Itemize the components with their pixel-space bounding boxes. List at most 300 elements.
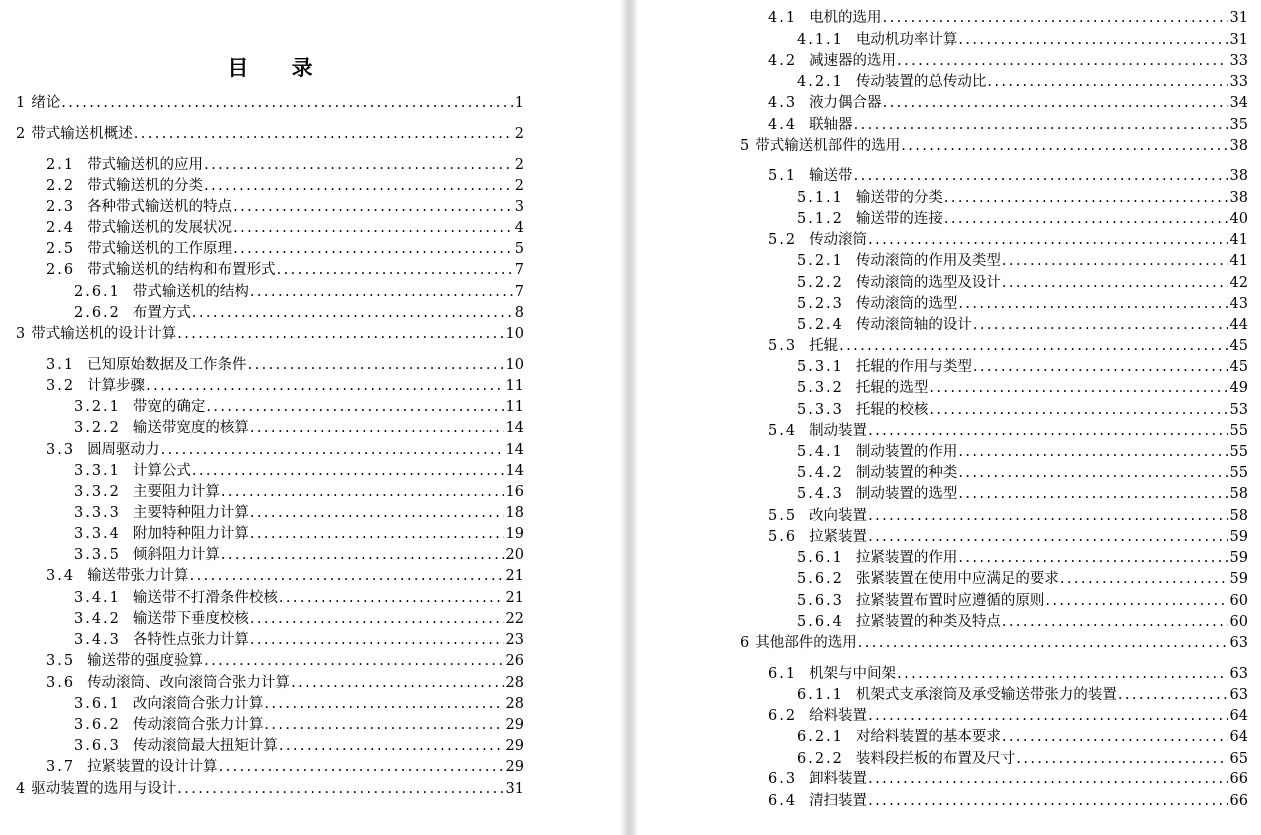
toc-entry[interactable] [797,727,1248,747]
toc-entry[interactable] [46,355,524,375]
dot-leader [1002,612,1228,632]
toc-page-number: 26 [505,653,524,669]
toc-page-number: 21 [505,568,524,584]
dot-leader [901,136,1227,156]
toc-page-number: 29 [505,759,524,775]
dot-leader [958,294,1227,314]
toc-number: 5.1.1 [797,190,844,206]
toc-page-number: 59 [1229,529,1248,545]
dot-leader [987,72,1227,92]
toc-entry[interactable] [46,376,524,396]
toc-label: 制动装置的选型 [855,486,958,502]
toc-number: 5.4.3 [797,486,844,502]
toc-entry[interactable] [768,230,1248,250]
toc-number: 4 [16,781,26,797]
toc-entry[interactable] [768,506,1248,526]
toc-entry[interactable] [74,736,524,756]
toc-label: 改向装置 [809,508,868,524]
dot-leader [868,769,1227,789]
toc-entry[interactable] [46,440,524,460]
toc-page-number: 33 [1229,74,1248,90]
toc-number: 4.3 [768,95,798,111]
toc-label: 各特性点张力计算 [132,632,249,648]
toc-page-number: 64 [1229,708,1248,724]
toc-entry[interactable] [46,239,524,259]
dot-leader [134,124,513,144]
toc-page-number: 33 [1229,53,1248,69]
toc-number: 3.3.2 [74,484,121,500]
toc-number: 2.2 [46,178,76,194]
toc-page-number: 19 [505,526,524,542]
toc-label: 带式输送机的应用 [87,157,204,173]
toc-number: 2 [16,126,26,142]
toc-number: 6.2 [768,708,798,724]
toc-entry[interactable] [74,715,524,735]
toc-label: 电动机功率计算 [855,32,958,48]
toc-page-number: 63 [1229,635,1248,651]
toc-label: 带式输送机的设计计算 [31,326,177,342]
toc-page-number: 11 [505,378,524,394]
dot-leader [264,715,503,735]
toc-label: 清扫装置 [809,793,868,809]
dot-leader [204,155,513,175]
dot-leader [221,545,504,565]
toc-number: 5.2.3 [797,296,844,312]
toc-entry[interactable] [768,8,1248,28]
toc-title: 目 录 [227,55,331,80]
toc-entry[interactable] [797,188,1248,208]
toc-label: 装料段拦板的布置及尺寸 [855,751,1016,767]
toc-label: 输送带的连接 [855,211,943,227]
toc-entry[interactable] [797,294,1248,314]
dot-leader [839,336,1227,356]
toc-label: 带式输送机概述 [31,126,133,142]
toc-page-number: 11 [505,399,524,415]
toc-page-number: 7 [514,284,524,300]
dot-leader [250,418,504,438]
toc-label: 机架与中间架 [809,666,897,682]
toc-label: 托辊的作用与类型 [855,359,972,375]
dot-leader [204,176,513,196]
toc-number: 3.3 [46,442,76,458]
toc-number: 5.2.4 [797,317,844,333]
toc-number: 4.4 [768,117,798,133]
toc-number: 2.6.2 [74,305,121,321]
dot-leader [146,376,503,396]
toc-label: 传动滚筒 [809,232,868,248]
dot-leader [868,706,1227,726]
toc-page-number: 2 [514,178,524,194]
toc-label: 各种带式输送机的特点 [87,199,233,215]
dot-leader [250,524,504,544]
toc-entry[interactable] [797,463,1248,483]
toc-label: 布置方式 [132,305,191,321]
toc-page-number: 2 [514,157,524,173]
toc-number: 6.1.1 [797,687,844,703]
toc-label: 拉紧装置 [809,529,868,545]
dot-leader [929,400,1227,420]
toc-entry[interactable] [16,324,524,344]
toc-number: 3.3.3 [74,505,121,521]
dot-leader [858,633,1228,653]
toc-page-number: 29 [505,738,524,754]
toc-number: 1 [16,95,26,111]
toc-label: 减速器的选用 [809,53,897,69]
dot-leader [929,378,1227,398]
toc-label: 传动滚筒、改向滚筒合张力计算 [87,675,291,691]
toc-entry[interactable] [74,282,524,302]
dot-leader [958,548,1227,568]
right-page [638,0,1261,835]
toc-page-number: 1 [514,95,524,111]
toc-entry[interactable] [74,303,524,323]
dot-leader [61,93,513,113]
toc-page-number: 18 [505,505,524,521]
dot-leader [1002,273,1228,293]
toc-entry[interactable] [46,218,524,238]
dot-leader [233,197,513,217]
toc-label: 对给料装置的基本要求 [855,729,1001,745]
toc-number: 5.1 [768,168,798,184]
dot-leader [233,218,513,238]
dot-leader [1002,727,1228,747]
dot-leader [958,463,1227,483]
toc-entry[interactable] [74,397,524,417]
toc-entry[interactable] [46,651,524,671]
toc-entry[interactable] [797,400,1248,420]
toc-page-number: 21 [505,590,524,606]
toc-page-number: 14 [505,442,524,458]
dot-leader [192,461,504,481]
toc-label: 传动装置的总传动比 [855,74,987,90]
toc-label: 输送带下垂度校核 [132,611,249,627]
toc-page-number: 31 [1229,32,1248,48]
toc-entry[interactable] [46,260,524,280]
toc-label: 传动滚筒的作用及类型 [855,253,1001,269]
toc-label: 拉紧装置的设计计算 [87,759,218,775]
toc-label: 带式输送机的结构 [132,284,249,300]
toc-label: 给料装置 [809,708,868,724]
left-page [0,0,620,835]
toc-label: 拉紧装置的种类及特点 [855,614,1001,630]
toc-page-number: 64 [1229,729,1248,745]
toc-entry[interactable] [797,209,1248,229]
toc-entry[interactable] [768,527,1248,547]
toc-entry[interactable] [768,93,1248,113]
toc-entry[interactable] [740,633,1248,653]
toc-page-number: 45 [1229,338,1248,354]
toc-page-number: 10 [505,357,524,373]
toc-page-number: 38 [1229,190,1248,206]
toc-page-number: 63 [1229,666,1248,682]
toc-entry[interactable] [74,503,524,523]
dot-leader [944,188,1228,208]
toc-entry[interactable] [74,588,524,608]
toc-number: 3.6.3 [74,738,121,754]
toc-number: 2.1 [46,157,76,173]
toc-number: 5.3 [768,338,798,354]
toc-entry[interactable] [797,72,1248,92]
dot-leader [177,324,503,344]
toc-entry[interactable] [768,769,1248,789]
toc-label: 绪论 [31,95,61,111]
toc-page-number: 4 [514,220,524,236]
dot-leader [973,357,1228,377]
toc-entry[interactable] [768,664,1248,684]
toc-entry[interactable] [46,176,524,196]
dot-leader [1045,591,1227,611]
toc-label: 已知原始数据及工作条件 [87,357,247,373]
dot-leader [192,303,513,323]
toc-page-number: 16 [505,484,524,500]
toc-number: 5.4 [768,423,798,439]
toc-number: 5.1.2 [797,211,844,227]
toc-number: 5.2 [768,232,798,248]
toc-page-number: 31 [1229,10,1248,26]
toc-page-number: 38 [1229,168,1248,184]
toc-label: 输送带的分类 [855,190,943,206]
toc-entry[interactable] [74,609,524,629]
toc-number: 3 [16,326,26,342]
toc-entry[interactable] [74,630,524,650]
toc-page-number: 66 [1229,771,1248,787]
toc-entry[interactable] [768,115,1248,135]
toc-entry[interactable] [74,482,524,502]
toc-entry[interactable] [768,166,1248,186]
toc-page-number: 55 [1229,444,1248,460]
toc-number: 5.6.3 [797,593,844,609]
toc-entry[interactable] [768,706,1248,726]
toc-entry[interactable] [797,612,1248,632]
toc-number: 3.7 [46,759,76,775]
toc-label: 圆周驱动力 [87,442,160,458]
toc-entry[interactable] [797,548,1248,568]
dot-leader [868,421,1227,441]
toc-page-number: 59 [1229,550,1248,566]
toc-number: 6 [740,635,750,651]
toc-entry[interactable] [768,336,1248,356]
toc-number: 2.6 [46,262,76,278]
dot-leader [883,93,1228,113]
toc-entry[interactable] [797,30,1248,50]
dot-leader [264,694,503,714]
dot-leader [1060,569,1228,589]
toc-entry[interactable] [74,694,524,714]
toc-entry[interactable] [768,791,1248,811]
toc-page-number: 45 [1229,359,1248,375]
dot-leader [1016,749,1227,769]
toc-number: 3.1 [46,357,76,373]
dot-leader [177,779,503,799]
toc-label: 传动滚筒最大扭矩计算 [132,738,278,754]
toc-entry[interactable] [74,461,524,481]
toc-entry[interactable] [16,124,524,144]
toc-number: 5.6.2 [797,571,844,587]
toc-entry[interactable] [797,273,1248,293]
toc-page-number: 41 [1229,253,1248,269]
toc-page-number: 49 [1229,380,1248,396]
toc-label: 张紧装置在使用中应满足的要求 [855,571,1059,587]
toc-entry[interactable] [797,749,1248,769]
toc-label: 制动装置的作用 [855,444,958,460]
toc-number: 3.4.2 [74,611,121,627]
toc-entry[interactable] [74,545,524,565]
toc-entry[interactable] [16,93,524,113]
toc-number: 3.6.2 [74,717,121,733]
toc-label: 电机的选用 [809,10,882,26]
dot-leader [277,260,513,280]
toc-page-number: 7 [514,262,524,278]
toc-label: 卸料装置 [809,771,868,787]
toc-label: 传动滚筒合张力计算 [132,717,264,733]
page-gutter [620,0,638,835]
toc-entry[interactable] [46,197,524,217]
toc-page-number: 28 [505,675,524,691]
toc-page-number: 58 [1229,508,1248,524]
toc-number: 5.3.2 [797,380,844,396]
toc-entry[interactable] [74,418,524,438]
dot-leader [897,51,1227,71]
toc-label: 制动装置的种类 [855,465,958,481]
toc-page-number: 38 [1229,138,1248,154]
toc-page-number: 40 [1229,211,1248,227]
toc-page-number: 14 [505,420,524,436]
toc-entry[interactable] [768,51,1248,71]
toc-label: 传动滚筒轴的设计 [855,317,972,333]
toc-page-number: 44 [1229,317,1248,333]
toc-number: 3.4 [46,568,76,584]
dot-leader [250,503,504,523]
toc-page-number: 20 [505,547,524,563]
toc-entry[interactable] [797,591,1248,611]
toc-entry[interactable] [740,136,1248,156]
dot-leader [868,527,1227,547]
toc-label: 带式输送机的发展状况 [87,220,233,236]
dot-leader [221,482,504,502]
toc-number: 3.5 [46,653,76,669]
toc-page-number: 8 [514,305,524,321]
toc-entry[interactable] [797,484,1248,504]
dot-leader [161,440,504,460]
toc-page-number: 58 [1229,486,1248,502]
dot-leader [958,30,1227,50]
dot-leader [1118,685,1228,705]
dot-leader [958,484,1227,504]
toc-label: 计算公式 [132,463,191,479]
dot-leader [868,230,1227,250]
toc-number: 5.6.1 [797,550,844,566]
toc-entry[interactable] [46,566,524,586]
toc-label: 其他部件的选用 [755,635,857,651]
dot-leader [190,566,504,586]
dot-leader [973,315,1228,335]
toc-entry[interactable] [46,673,524,693]
toc-number: 3.2.2 [74,420,121,436]
dot-leader [958,442,1227,462]
toc-number: 3.4.3 [74,632,121,648]
toc-entry[interactable] [768,421,1248,441]
toc-number: 2.4 [46,220,76,236]
dot-leader [250,609,504,629]
dot-leader [868,506,1227,526]
toc-number: 5.2.1 [797,253,844,269]
dot-leader [854,166,1228,186]
toc-entry[interactable] [797,569,1248,589]
toc-number: 3.2.1 [74,399,121,415]
dot-leader [233,239,513,259]
toc-number: 5.2.2 [797,275,844,291]
toc-page-number: 14 [505,463,524,479]
toc-label: 主要阻力计算 [132,484,220,500]
toc-entry[interactable] [16,779,524,799]
toc-label: 输送带张力计算 [87,568,189,584]
toc-label: 托辊 [809,338,839,354]
dot-leader [248,355,504,375]
toc-entry[interactable] [797,378,1248,398]
toc-page-number: 55 [1229,423,1248,439]
toc-page-number: 28 [505,696,524,712]
toc-entry[interactable] [797,442,1248,462]
toc-entry[interactable] [797,315,1248,335]
dot-leader [219,757,504,777]
toc-label: 托辊的校核 [855,402,929,418]
toc-label: 制动装置 [809,423,868,439]
toc-number: 5.4.2 [797,465,844,481]
toc-page-number: 10 [505,326,524,342]
toc-number: 5.6.4 [797,614,844,630]
toc-number: 4.1.1 [797,32,844,48]
toc-entry[interactable] [74,524,524,544]
toc-number: 3.4.1 [74,590,121,606]
toc-label: 输送带宽度的核算 [132,420,249,436]
toc-number: 3.3.1 [74,463,121,479]
toc-number: 6.1 [768,666,798,682]
toc-label: 带宽的确定 [132,399,206,415]
dot-leader [944,209,1228,229]
dot-leader [883,8,1228,28]
toc-number: 5 [740,138,750,154]
toc-page-number: 60 [1229,593,1248,609]
toc-page-number: 23 [505,632,524,648]
dot-leader [854,115,1228,135]
toc-entry[interactable] [46,757,524,777]
toc-page-number: 3 [514,199,524,215]
toc-page-number: 34 [1229,95,1248,111]
dot-leader [897,664,1227,684]
toc-number: 3.2 [46,378,76,394]
toc-entry[interactable] [797,357,1248,377]
toc-label: 改向滚筒合张力计算 [132,696,264,712]
dot-leader [291,673,503,693]
toc-entry[interactable] [46,155,524,175]
toc-number: 3.6.1 [74,696,121,712]
toc-label: 机架式支承滚筒及承受输送带张力的装置 [855,687,1117,703]
toc-page-number: 22 [505,611,524,627]
toc-label: 附加特种阻力计算 [132,526,249,542]
dot-leader [250,630,504,650]
dot-leader [206,397,503,417]
toc-label: 带式输送机的工作原理 [87,241,233,257]
toc-number: 2.5 [46,241,76,257]
toc-number: 5.3.3 [797,402,844,418]
toc-page-number: 41 [1229,232,1248,248]
toc-entry[interactable] [797,251,1248,271]
toc-label: 驱动装置的选用与设计 [31,781,177,797]
dot-leader [1002,251,1228,271]
toc-number: 4.2 [768,53,798,69]
toc-entry[interactable] [797,685,1248,705]
toc-number: 3.6 [46,675,76,691]
